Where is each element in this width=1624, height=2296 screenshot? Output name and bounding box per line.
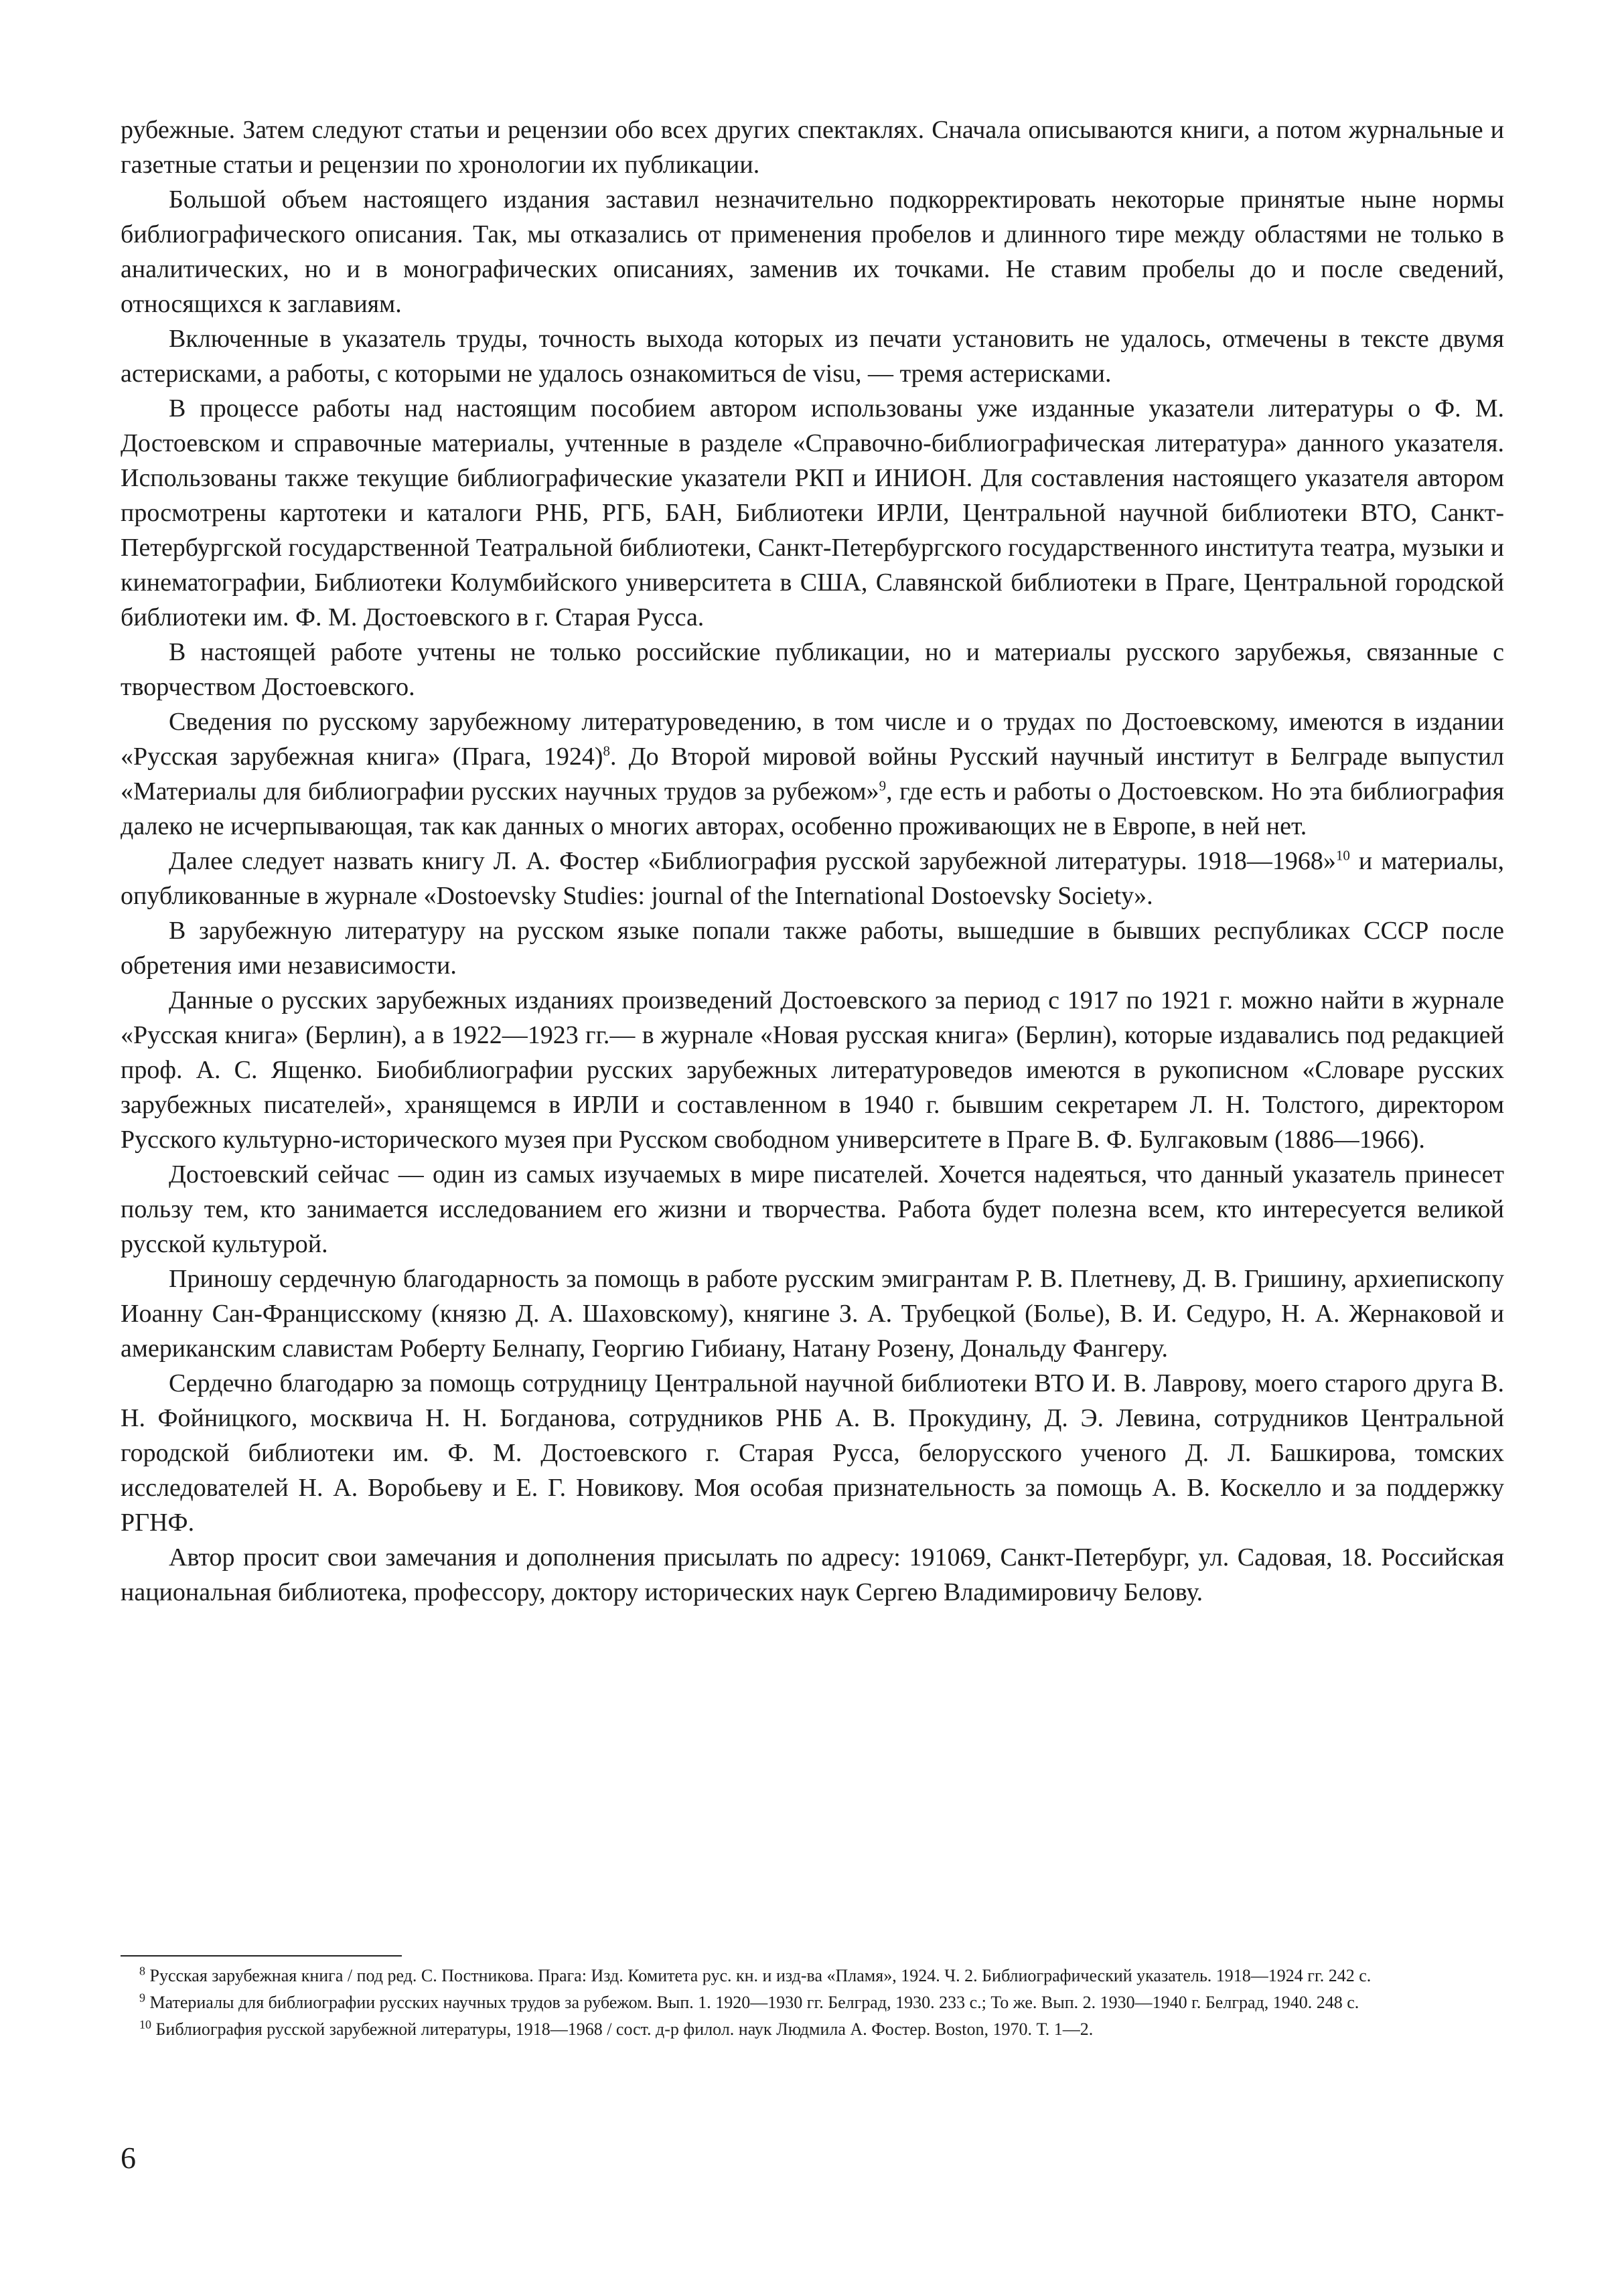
footnotes (121, 1965, 1504, 2045)
footnote-ref-9: 9 (879, 777, 887, 794)
page-number: 6 (121, 2141, 136, 2175)
footnote-text: Русская зарубежная книга / под ред. С. Постникова. Прага: Изд. Комитета рус. кн. и изд-ва «Пламя», 1924. Ч. 2. Библиографический указатель. 1918—1924 гг. 242 с. (149, 1966, 1372, 1985)
paragraph-text: и материалы, опубликованные в журнале «Dostoevsky Studies: journal of the International Dostoevsky Society». (121, 847, 1504, 910)
footnote (121, 2018, 1504, 2041)
paragraph-text: Сведения по русскому зарубежному литературоведению, в том числе и о трудах по Достоевскому, имеются в издании «Русская зарубежная книга» (Прага, 1924) (121, 708, 1504, 771)
footnote-text: Материалы для библиографии русских научных трудов за рубежом. Вып. 1. 1920—1930 гг. Белград, 1930. 233 с.; То же. Вып. 2. 1930—1940 г. Белград, 1940. 248 с. (149, 1993, 1359, 2012)
paragraph-continued: рубежные. Затем следуют статьи и рецензии обо всех других спектаклях. Сначала описываются книги, а потом журнальные и газетные статьи и рецензии по хронологии их публикации. (121, 116, 1504, 179)
footnote-text: Библиография русской зарубежной литературы, 1918—1968 / сост. д-р филол. наук Людмила А. Фостер. Boston, 1970. Т. 1—2. (155, 2019, 1094, 2039)
footnote-number: 10 (139, 2017, 151, 2032)
paragraph-text: . До Второй мировой войны Русский научный институт в Белграде выпустил «Материалы для библиографии русских научных трудов за рубежом» (121, 743, 1504, 806)
paragraph-sources: В процессе работы над настоящим пособием автором использованы уже изданные указатели литературы о Ф. М. Достоевском и справочные материалы, учтенные в разделе «Справочно-библиографическая литература» данного указателя. Использованы также текущие библиографические указатели РКП и ИНИОН. Для составления настоящего указателя автором просмотрены картотеки и каталоги РНБ, РГБ, БАН, Библиотеки ИРЛИ, Центральной научной библиотеки ВТО, Санкт-Петербургской государственной Театральной библиотеки, Санкт-Петербургского государственного института театра, музыки и кинематографии, Библиотеки Колумбийского университета в США, Славянской библиотеки в Праге, Центральной городской библиотеки им. Ф. М. Достоевского в г. Старая Русса. (121, 394, 1504, 631)
paragraph-editions: Данные о русских зарубежных изданиях произведений Достоевского за период с 1917 по 1921 г. можно найти в журнале «Русская книга» (Берлин), а в 1922—1923 гг.— в журнале «Новая русская книга» (Берлин), которые издавались под редакцией проф. А. С. Ященко. Биобиблиографии русских зарубежных литературоведов имеются в рукописном «Словаре русских зарубежных писателей», хранящемся в ИРЛИ и составленном в 1940 г. бывшим секретарем Л. Н. Толстого, директором Русского культурно-исторического музея при Русском свободном университете в Праге В. Ф. Булгаковым (1886—1966). (121, 986, 1504, 1154)
paragraph-bibliographic-norms: Большой объем настоящего издания заставил незначительно подкорректировать некоторые принятые ныне нормы библиографического описания. Так, мы отказались от применения пробелов и длинного тире между областями не только в аналитических, но и в монографических описаниях, заменив их точками. Не ставим пробелы до и после сведений, относящихся к заглавиям. (121, 185, 1504, 318)
paragraph-text: Далее следует назвать книгу Л. А. Фостер «Библиография русской зарубежной литературы. 1918—1968» (169, 847, 1336, 875)
paragraph-emigre-literature (121, 704, 1504, 844)
paragraph-foster (121, 844, 1504, 913)
paragraph-former-ussr: В зарубежную литературу на русском языке попали также работы, вышедшие в бывших республиках СССР после обретения ими независимости. (121, 917, 1504, 980)
footnote (121, 1965, 1504, 1987)
paragraph-dostoevsky-today: Достоевский сейчас — один из самых изучаемых в мире писателей. Хочется надеяться, что данный указатель принесет пользу тем, кто занимается исследованием его жизни и творчества. Работа будет полезна всем, кто интересуется великой русской культурой. (121, 1160, 1504, 1258)
footnote-ref-10: 10 (1335, 847, 1350, 864)
footnote-divider (121, 1955, 402, 1957)
paragraph-acknowledgements-emigres: Приношу сердечную благодарность за помощь в работе русским эмигрантам Р. В. Плетневу, Д. В. Гришину, архиепископу Иоанну Сан-Францисскому (князю Д. А. Шаховскому), княгине З. А. Трубецкой (Болье), В. И. Седуро, Н. А. Жернаковой и американским славистам Роберту Белнапу, Георгию Гибиану, Натану Розену, Дональду Фангеру. (121, 1265, 1504, 1363)
footnote-number: 8 (139, 1964, 145, 1978)
footnote-ref-8: 8 (603, 743, 611, 759)
paragraph-emigre-scope: В настоящей работе учтены не только российские публикации, но и материалы русского зарубежья, связанные с творчеством Достоевского. (121, 638, 1504, 701)
paragraph-asterisks: Включенные в указатель труды, точность выхода которых из печати установить не удалось, отмечены в тексте двумя астерисками, а работы, с которыми не удалось ознакомиться de visu, — тремя астерисками. (121, 325, 1504, 388)
paragraph-text: , где есть и работы о Достоевском. Но эта библиография далеко не исчерпывающая, так как данных о многих авторах, особенно проживающих не в Европе, в ней нет. (121, 777, 1504, 840)
footnote-number: 9 (139, 1991, 145, 2005)
paragraph-contact-address: Автор просит свои замечания и дополнения присылать по адресу: 191069, Санкт-Петербург, ул. Садовая, 18. Российская национальная библиотека, профессору, доктору исторических наук Сергею Владимировичу Белову. (121, 1543, 1504, 1606)
main-text (121, 112, 1504, 1610)
footnote (121, 1991, 1504, 2014)
paragraph-acknowledgements-colleagues: Сердечно благодарю за помощь сотрудницу Центральной научной библиотеки ВТО И. В. Лаврову, моего старого друга В. Н. Фойницкого, москвича Н. Н. Богданова, сотрудников РНБ А. В. Прокудину, Д. Э. Левина, сотрудников Центральной городской библиотеки им. Ф. М. Достоевского г. Старая Русса, белорусского ученого Д. Л. Башкирова, томских исследователей Н. А. Воробьеву и Е. Г. Новикову. Моя особая признательность за помощь А. В. Коскелло и за поддержку РГНФ. (121, 1369, 1504, 1537)
